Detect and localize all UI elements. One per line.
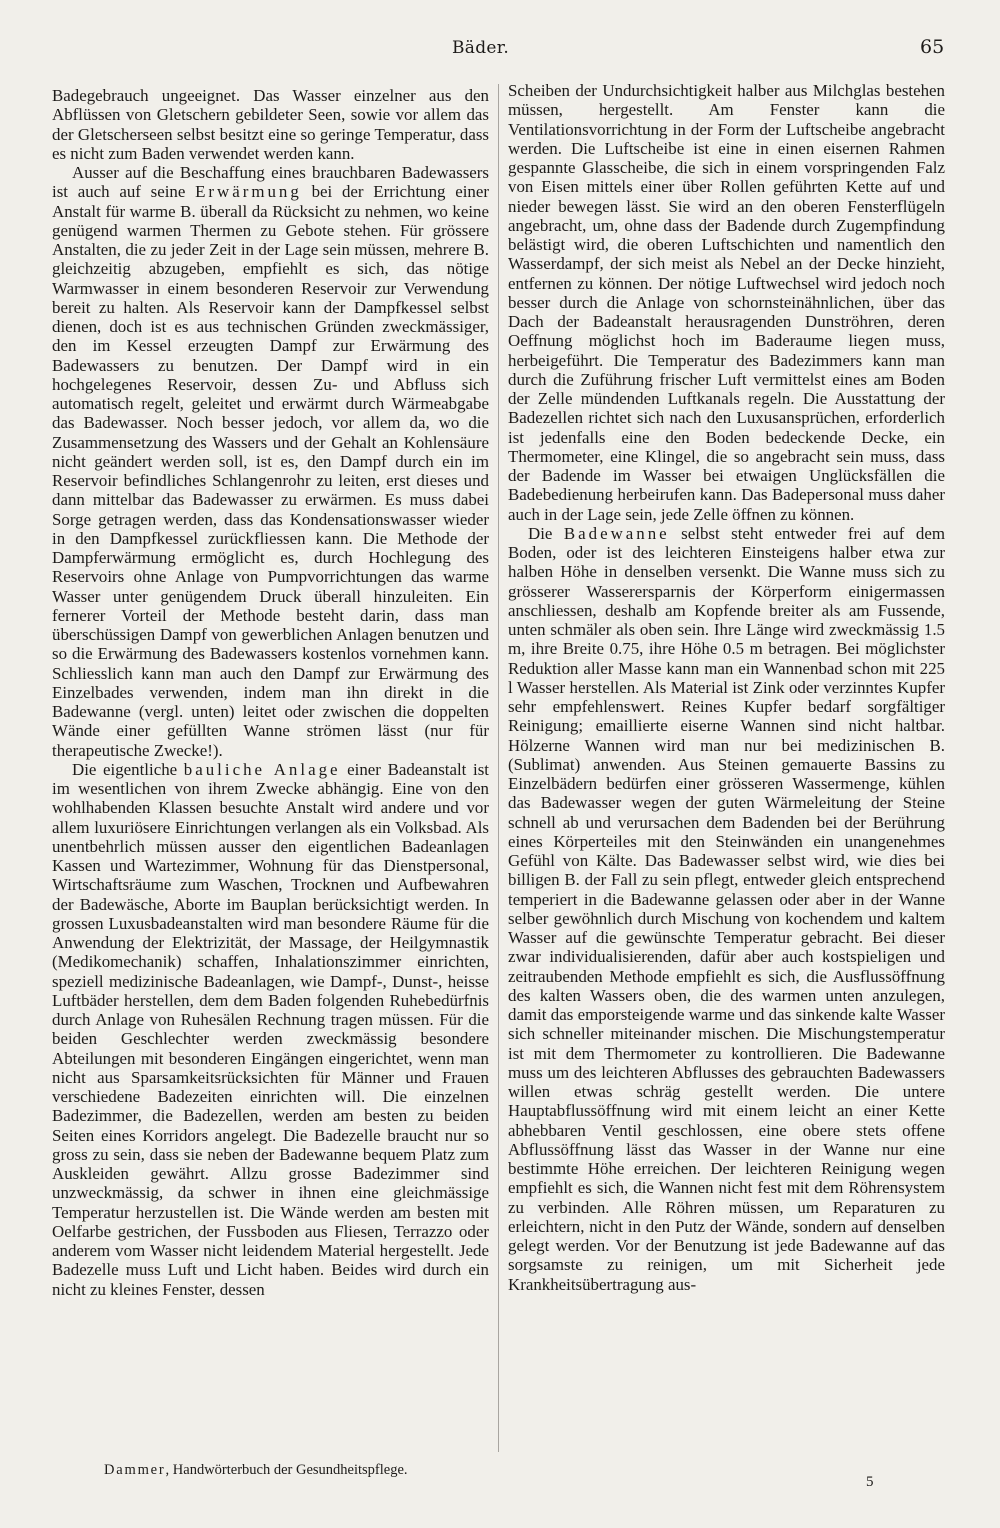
- paragraph: [52, 163, 489, 760]
- paragraph-text: Scheiben der Undurchsichtigkeit halber aus Milchglas bestehen müssen, hergestellt. Am Fenster kann die Ventilationsvorrichtung in der Form der Luftscheibe angebracht werden. Die Luftscheibe ist eine in einen eisernen Rahmen gespannte Glasscheibe, die sich in einem vorspringenden Falz von Eisen mittels einer über Rollen geführten Kette auf und nieder bewegen lässt. Sie wird an den oberen Fensterflügeln angebracht, um, ohne dass der Badende durch Zugempfindung belästigt wird, die oberen Luftschichten und namentlich den Wasserdampf, der sich meist als Nebel an der Decke hinzieht, entfernen zu können. Der nötige Luftwechsel wird jedoch noch besser durch die Anlage von schornsteinähnlichen, über das Dach der Badeanstalt herausragenden Dunströhren, deren Oeffnung möglichst hoch im Baderaume liegen muss, herbeigeführt. Die Temperatur des Badezimmers kann man durch die Zuführung frischer Luft vermittelst eines am Boden der Zelle mündenden Luftkanals regeln. Die Ausstattung der Badezellen richtet sich nach den Luxusansprüchen, erforderlich ist jedenfalls eine den Boden bedeckende Decke, ein Thermometer, eine Klingel, die so angebracht sein muss, dass der Badende im Wasser bei etwaigen Unglücksfällen die Badebedienung herbeirufen kann. Das Badepersonal muss daher auch in der Lage sein, jede Zelle öffnen zu können.: [508, 81, 945, 524]
- column-divider: [498, 84, 499, 1452]
- paragraph-text: einer Badeanstalt ist im wesentlichen von ihrem Zwecke abhängig. Eine von den wohlhabenden Klassen besuchte Anstalt wird andere und vor allem luxuriösere Einrichtungen verlangen als ein Volksbad. Als unentbehrlich müssen ausser den eigentlichen Badeanlagen Kassen und Wartezimmer, Wohnung für das Dienstpersonal, Wirtschaftsräume zum Waschen, Trocknen und Aufbewahren der Badewäsche, Aborte im Bauplan berücksichtigt werden. In grossen Luxusbadeanstalten wird man besondere Räume für die Anwendung der Elektrizität, der Massage, der Heilgymnastik (Medikomechanik) schaffen, Inhalationszimmer einrichten, speziell medizinische Badeanlagen, wie Dampf-, Dunst-, heisse Luftbäder herstellen, dem dem Baden folgenden Ruhebedürfnis durch Anlage von Ruhesälen Rechnung tragen müssen. Für die beiden Geschlechter werden zweckmässig besondere Abteilungen mit besonderen Eingängen eingerichtet, wenn man nicht aus Sparsamkeitsrücksichten für Männer und Frauen verschiedene Badezeiten einrichten will. Die einzelnen Badezimmer, die Badezellen, werden am besten zu beiden Seiten eines Korridors angelegt. Die Badezelle braucht nur so gross zu sein, dass sie neben der Badewanne bequem Platz zum Auskleiden gewährt. Allzu grosse Badezimmer sind unzweckmässig, da schwer in ihnen eine gleichmässige Temperatur herzustellen ist. Die Wände werden am besten mit Oelfarbe gestrichen, der Fussboden aus Fliesen, Terrazzo oder anderem vom Wasser nicht leidendem Material hergestellt. Jede Badezelle muss Luft und Licht haben. Beides wird durch ein nicht zu kleines Fenster, dessen: [52, 759, 489, 1299]
- footer-title: , Handwörterbuch der Gesundheitspflege.: [165, 1462, 408, 1478]
- paragraph-text: Ausser auf die Beschaffung eines brauchbaren Badewassers ist auch auf seine: [52, 163, 489, 202]
- right-text-column: [508, 81, 945, 1294]
- paragraph-text: bei der Errichtung einer Anstalt für warme B. überall da Rücksicht zu nehmen, wo keine genügend warmen Thermen zu Gebote stehen. Für grössere Anstalten, die zu jeder Zeit in der Lage sein müssen, mehrere B. gleichzeitig abzugeben, empfiehlt es sich, das nötige Warmwasser in einem besonderen Reservoir zur Verwendung bereit zu halten. Als Reservoir kann der Dampfkessel selbst dienen, doch ist es aus technischen Gründen zweckmässiger, den im Kessel erzeugten Dampf zur Erwärmung des Badewassers zu benutzen. Der Dampf wird in ein hochgelegenes Reservoir, dessen Zu- und Abfluss sich automatisch regelt, geleitet und erwärmt durch Wärmeabgabe das Badewasser. Noch besser jedoch, vor allem da, wo die Zusammensetzung des Wassers und der Gehalt an Kohlensäure nicht geändert werden soll, ist es, den Dampf durch ein im Reservoir befindliches Schlangenrohr zu leiten, erst dieses und dann mittelbar das Badewasser zu erwärmen. Es muss dabei Sorge getragen werden, dass das Kondensationswasser wieder in den Dampfkessel zurückfliessen kann. Die Methode der Dampferwärmung ermöglicht es, durch Hochlegung des Reservoirs ohne Anlage von Pumpvorrichtungen das warme Wasser unter genügendem Druck überall hinzuleiten. Ein fernerer Vorteil der Methode besteht darin, dass man überschüssigen Dampf von gewerblichen Anlagen benutzen und so die Erwärmung des Badewassers kostenlos vornehmen kann. Schliesslich kann man auch den Dampf zur Erwärmung des Einzelbades verwenden, indem man ihn direkt in die Badewanne (vergl. unten) leitet oder zwischen die doppelten Wände einer gefüllten Wanne strömen lässt (nur für therapeutische Zwecke!).: [52, 182, 489, 760]
- emphasized-term: Erwärmung: [195, 182, 302, 202]
- left-text-column: [52, 86, 489, 1299]
- footer-source: [104, 1462, 408, 1479]
- paragraph: [508, 524, 945, 1294]
- paragraph-text: Die eigentliche: [72, 759, 184, 779]
- signature-mark: 5: [866, 1474, 874, 1490]
- running-title: Bäder.: [452, 38, 510, 58]
- paragraph-text: Die: [528, 523, 564, 543]
- paragraph-text: Badegebrauch ungeeignet. Das Wasser einzelner aus den Abflüssen von Gletschern gebildeter Seen, sowie vor allem das der Gletscherseen selbst besitzt eine so geringe Temperatur, dass es nicht zum Baden verwendet werden kann.: [52, 86, 489, 163]
- paragraph: [508, 81, 945, 524]
- page-number: 65: [920, 36, 945, 58]
- paragraph: [52, 86, 489, 163]
- paragraph: [52, 760, 489, 1299]
- emphasized-term: bauliche Anlage: [183, 759, 341, 779]
- footer-author: Dammer: [104, 1462, 166, 1478]
- emphasized-term: Badewanne: [563, 523, 670, 543]
- paragraph-text: selbst steht entweder frei auf dem Boden, oder ist des leichteren Einsteigens halber etwa zur halben Höhe in denselben versenkt. Die Wanne muss sich zu grösserer Wasserersparnis der Körperform einigermassen anschliessen, deshalb am Kopfende breiter als am Fussende, unten schmäler als oben sein. Ihre Länge wird zweckmässig 1.5 m, ihre Breite 0.75, ihre Höhe 0.5 m betragen. Bei möglichster Reduktion aller Masse kann man ein Wannenbad schon mit 225 l Wasser herstellen. Als Material ist Zink oder verzinntes Kupfer sehr empfehlenswert. Reines Kupfer bedarf sorgfältiger Reinigung; emaillierte eiserne Wannen sind nicht haltbar. Hölzerne Wannen wird man nur bei medizinischen B. (Sublimat) anwenden. Aus Steinen gemauerte Bassins zu Einzelbädern bedürfen einer grösseren Wassermenge, kühlen das Badewasser wegen der guten Wärmeleitung der Steine schnell ab und verursachen dem Badenden bei der Berührung eines Körperteiles mit den Steinwänden ein unangenehmes Gefühl von Kälte. Das Badewasser selbst wird, wie dies bei billigen B. der Fall zu sein pflegt, entweder gleich entsprechend temperiert in die Badewanne gelassen oder aber in der Wanne selber gewöhnlich durch Mischung von kochendem und kaltem Wasser auf die gewünschte Temperatur gebracht. Bei dieser zwar individualisierenden, dafür aber auch kostspieligen und zeitraubenden Methode empfiehlt es sich, die Ausflussöffnung des kalten Wassers oben, die des warmen unten anzulegen, damit das emporsteigende warme und das sinkende kalte Wasser sich schneller miteinander mischen. Die Mischungstemperatur ist mit dem Thermometer zu kontrollieren. Die Badewanne muss um des leichteren Abflusses des gebrauchten Badewassers willen etwas schräg gestellt werden. Die untere Hauptabflussöffnung wird mit einem leicht an einer Kette abhebbaren Ventil geschlossen, eine obere stets offene Abflussöffnung lässt das Wasser in der Wanne nur eine bestimmte Höhe erreichen. Der leichteren Reinigung wegen empfiehlt es sich, die Wannen nicht fest mit dem Röhrensystem zu verbinden. Alle Röhren müssen, um Reparaturen zu erleichtern, nicht in den Putz der Wände, sondern auf denselben gelegt werden. Vor der Benutzung ist jede Badewanne auf das sorgsamste zu reinigen, um mit Sicherheit jede Krankheitsübertragung aus-: [508, 523, 945, 1294]
